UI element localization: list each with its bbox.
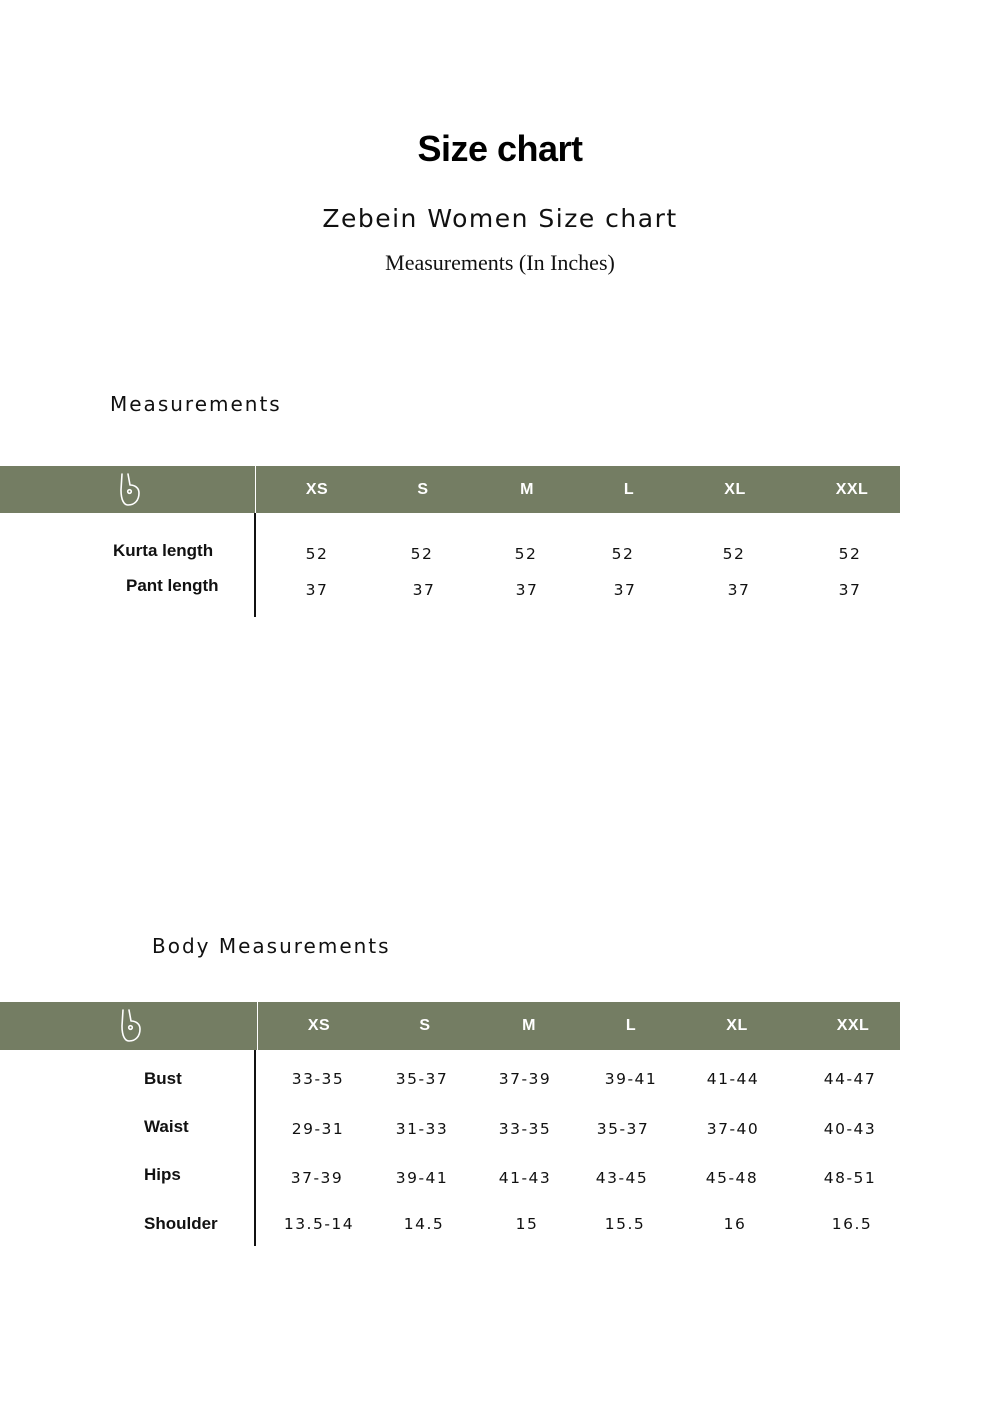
table-cell: 52 [410, 545, 434, 563]
table-cell: 33-35 [291, 1070, 345, 1088]
table-cell: 45-48 [705, 1169, 759, 1187]
table-cell: 37 [412, 581, 436, 599]
row-label-pant-length: Pant length [126, 576, 219, 595]
garment-size-header: XL [724, 480, 746, 498]
table-cell: 52 [514, 545, 538, 563]
chart-subtitle: Zebein Women Size chart [322, 204, 678, 233]
unit-note: Measurements (In Inches) [385, 250, 615, 275]
table-cell: 37 [613, 581, 637, 599]
table-cell: 44-47 [823, 1070, 877, 1088]
row-label-shoulder: Shoulder [144, 1214, 218, 1233]
row-label-waist: Waist [144, 1117, 189, 1136]
table-cell: 29-31 [291, 1120, 345, 1138]
table-cell: 15.5 [604, 1215, 646, 1233]
body-size-header: M [522, 1017, 536, 1034]
garment-size-header: M [520, 480, 534, 498]
table-cell: 16.5 [831, 1215, 873, 1233]
table-cell: 48-51 [823, 1169, 877, 1187]
garment-table-header [0, 466, 900, 513]
garment-size-header: S [417, 480, 429, 498]
table-cell: 16 [723, 1215, 747, 1233]
table-cell: 35-37 [596, 1120, 650, 1138]
body-size-header: XL [726, 1017, 748, 1034]
table-cell: 37-39 [290, 1169, 344, 1187]
table-cell: 43-45 [595, 1169, 649, 1187]
table-cell: 37 [838, 581, 862, 599]
table-cell: 41-43 [498, 1169, 552, 1187]
body-section-label: Body Measurements [152, 934, 391, 958]
body-size-header: XXL [836, 1017, 870, 1034]
garment-size-header: XXL [835, 480, 869, 498]
garment-icon [0, 466, 256, 513]
table-cell: 15 [515, 1215, 539, 1233]
row-label-bust: Bust [144, 1069, 182, 1088]
body-size-header: XS [307, 1017, 331, 1034]
garment-size-header: L [623, 480, 635, 498]
garment-section-label: Measurements [110, 392, 282, 416]
body-table-divider [254, 1050, 256, 1246]
table-cell: 37-40 [706, 1120, 760, 1138]
table-cell: 39-41 [604, 1070, 658, 1088]
table-cell: 40-43 [823, 1120, 877, 1138]
table-cell: 39-41 [395, 1169, 449, 1187]
garment-icon [0, 1002, 258, 1050]
table-cell: 37 [727, 581, 751, 599]
table-cell: 13.5-14 [283, 1215, 355, 1233]
body-size-header: L [625, 1017, 637, 1034]
table-cell: 33-35 [498, 1120, 552, 1138]
body-table-header [0, 1002, 900, 1050]
table-cell: 35-37 [395, 1070, 449, 1088]
table-cell: 52 [611, 545, 635, 563]
table-cell: 31-33 [395, 1120, 449, 1138]
row-label-kurta-length: Kurta length [113, 541, 214, 560]
table-cell: 52 [722, 545, 746, 563]
table-cell: 14.5 [403, 1215, 445, 1233]
table-cell: 37 [515, 581, 539, 599]
row-label-hips: Hips [144, 1165, 181, 1184]
garment-size-header: XS [305, 480, 329, 498]
body-size-header: S [419, 1017, 431, 1034]
table-cell: 37-39 [498, 1070, 552, 1088]
table-cell: 52 [305, 545, 329, 563]
table-cell: 37 [305, 581, 329, 599]
page-title: Size chart [417, 128, 583, 169]
garment-table-divider [254, 513, 256, 617]
table-cell: 52 [838, 545, 862, 563]
table-cell: 41-44 [706, 1070, 760, 1088]
